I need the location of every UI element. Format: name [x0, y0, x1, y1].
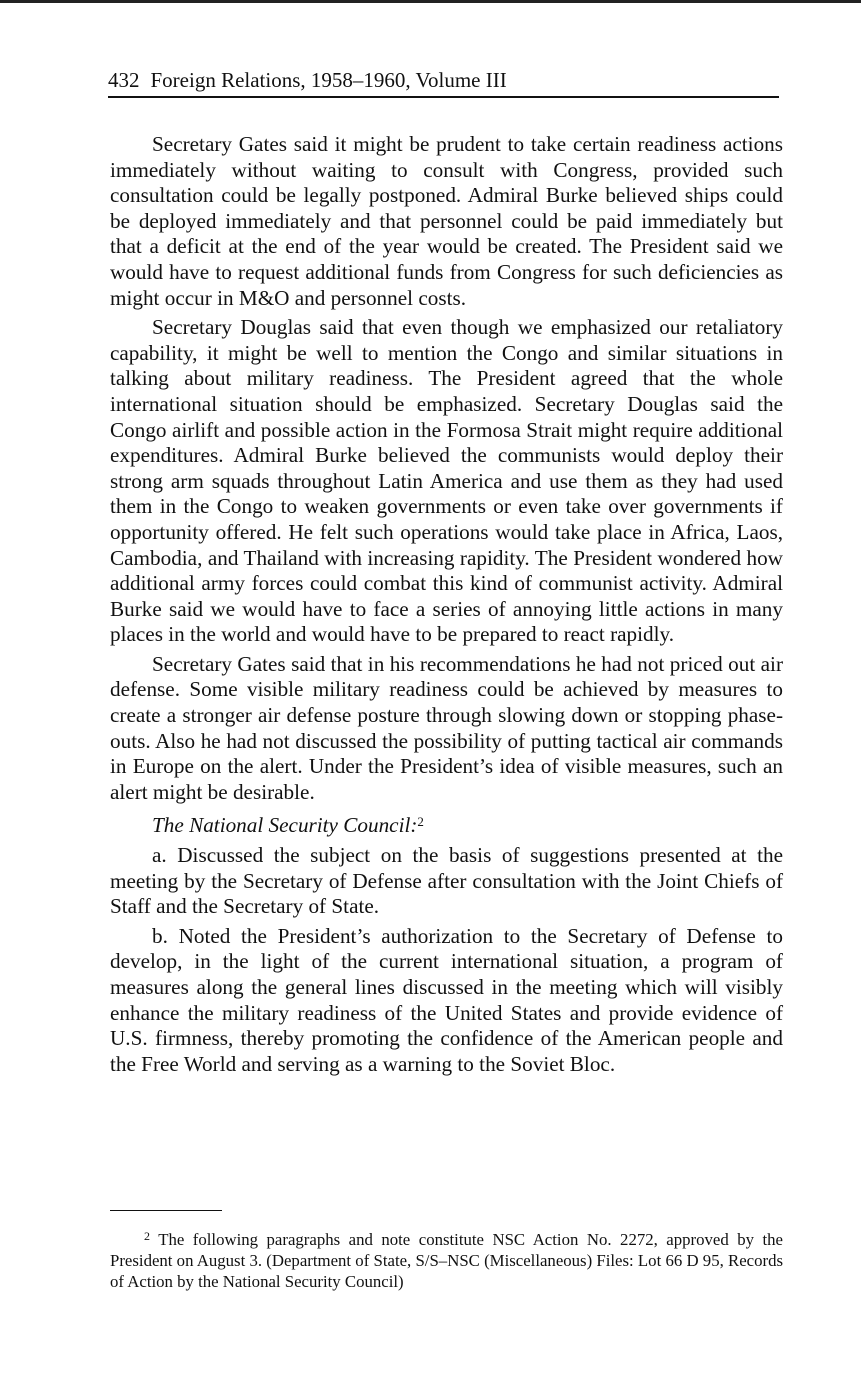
document-body: [110, 132, 783, 1081]
paragraph-gates-air-defense: Secretary Gates said that in his recommendations he had not priced out air defense. Some visible military readiness could be achieved by measures to create a stronger air defense posture through slowing down or stopping phase-outs. Also he had not discussed the possibility of putting tactical air commands in Europe on the alert. Under the President’s idea of visible measures, such an alert might be desirable.: [110, 651, 783, 804]
footnote-marker: 2: [144, 1229, 150, 1243]
action-item-b: b. Noted the President’s authorization to the Secretary of Defense to develop, in the light of the current international situation, a program of measures along the general lines discussed in the meeting which will visibly enhance the military readiness of the United States and provide evidence of U.S. firmness, thereby promoting the confidence of the American people and the Free World and serving as a warning to the Soviet Bloc.: [110, 923, 783, 1076]
footnote-divider: [110, 1210, 222, 1211]
running-header: [108, 66, 779, 98]
paragraph-douglas-congo: Secretary Douglas said that even though we emphasized our retaliatory capability, it might be well to mention the Congo and similar situations in talking about military readiness. The President agreed that the whole international situation should be emphasized. Secretary Douglas said the Congo airlift and possible action in the Formosa Strait might require additional expenditures. Admiral Burke believed the communists would deploy their strong arm squads throughout Latin America and use them as they had used them in the Congo to weaken governments or even take over governments if opportunity offered. He felt such operations would take place in Africa, Laos, Cambodia, and Thailand with increasing rapidity. The President wondered how additional army forces could combat this kind of communist activity. Admiral Burke said we would have to face a series of annoying little actions in many places in the world and would have to be prepared to react rapidly.: [110, 315, 783, 647]
nsc-heading-text: The National Security Council:: [152, 813, 418, 838]
footnote-reference: 2: [417, 814, 424, 830]
running-title: Foreign Relations, 1958–1960, Volume III: [150, 68, 507, 92]
footnote: [110, 1226, 783, 1292]
footnote-text: The following paragraphs and note constitute NSC Action No. 2272, approved by the President on August 3. (Department of State, S/S–NSC (Miscellaneous) Files: Lot 66 D 95, Records of Action by the National Security Council): [110, 1230, 784, 1291]
action-item-a: a. Discussed the subject on the basis of suggestions presented at the meeting by the Secretary of Defense after consultation with the Joint Chiefs of Staff and the Secretary of State.: [110, 843, 783, 919]
page-top-edge: [0, 0, 861, 3]
paragraph-gates-readiness: Secretary Gates said it might be prudent to take certain readiness actions immediately without waiting to consult with Congress, provided such consultation could be legally postponed. Admiral Burke believed ships could be deployed immediately and that personnel could be paid immediately but that a deficit at the end of the year would be created. The President said we would have to request additional funds from Congress for such deficiencies as might occur in M&O and personnel costs.: [110, 132, 783, 310]
nsc-heading: [110, 809, 783, 839]
page-number: 432: [108, 68, 140, 92]
